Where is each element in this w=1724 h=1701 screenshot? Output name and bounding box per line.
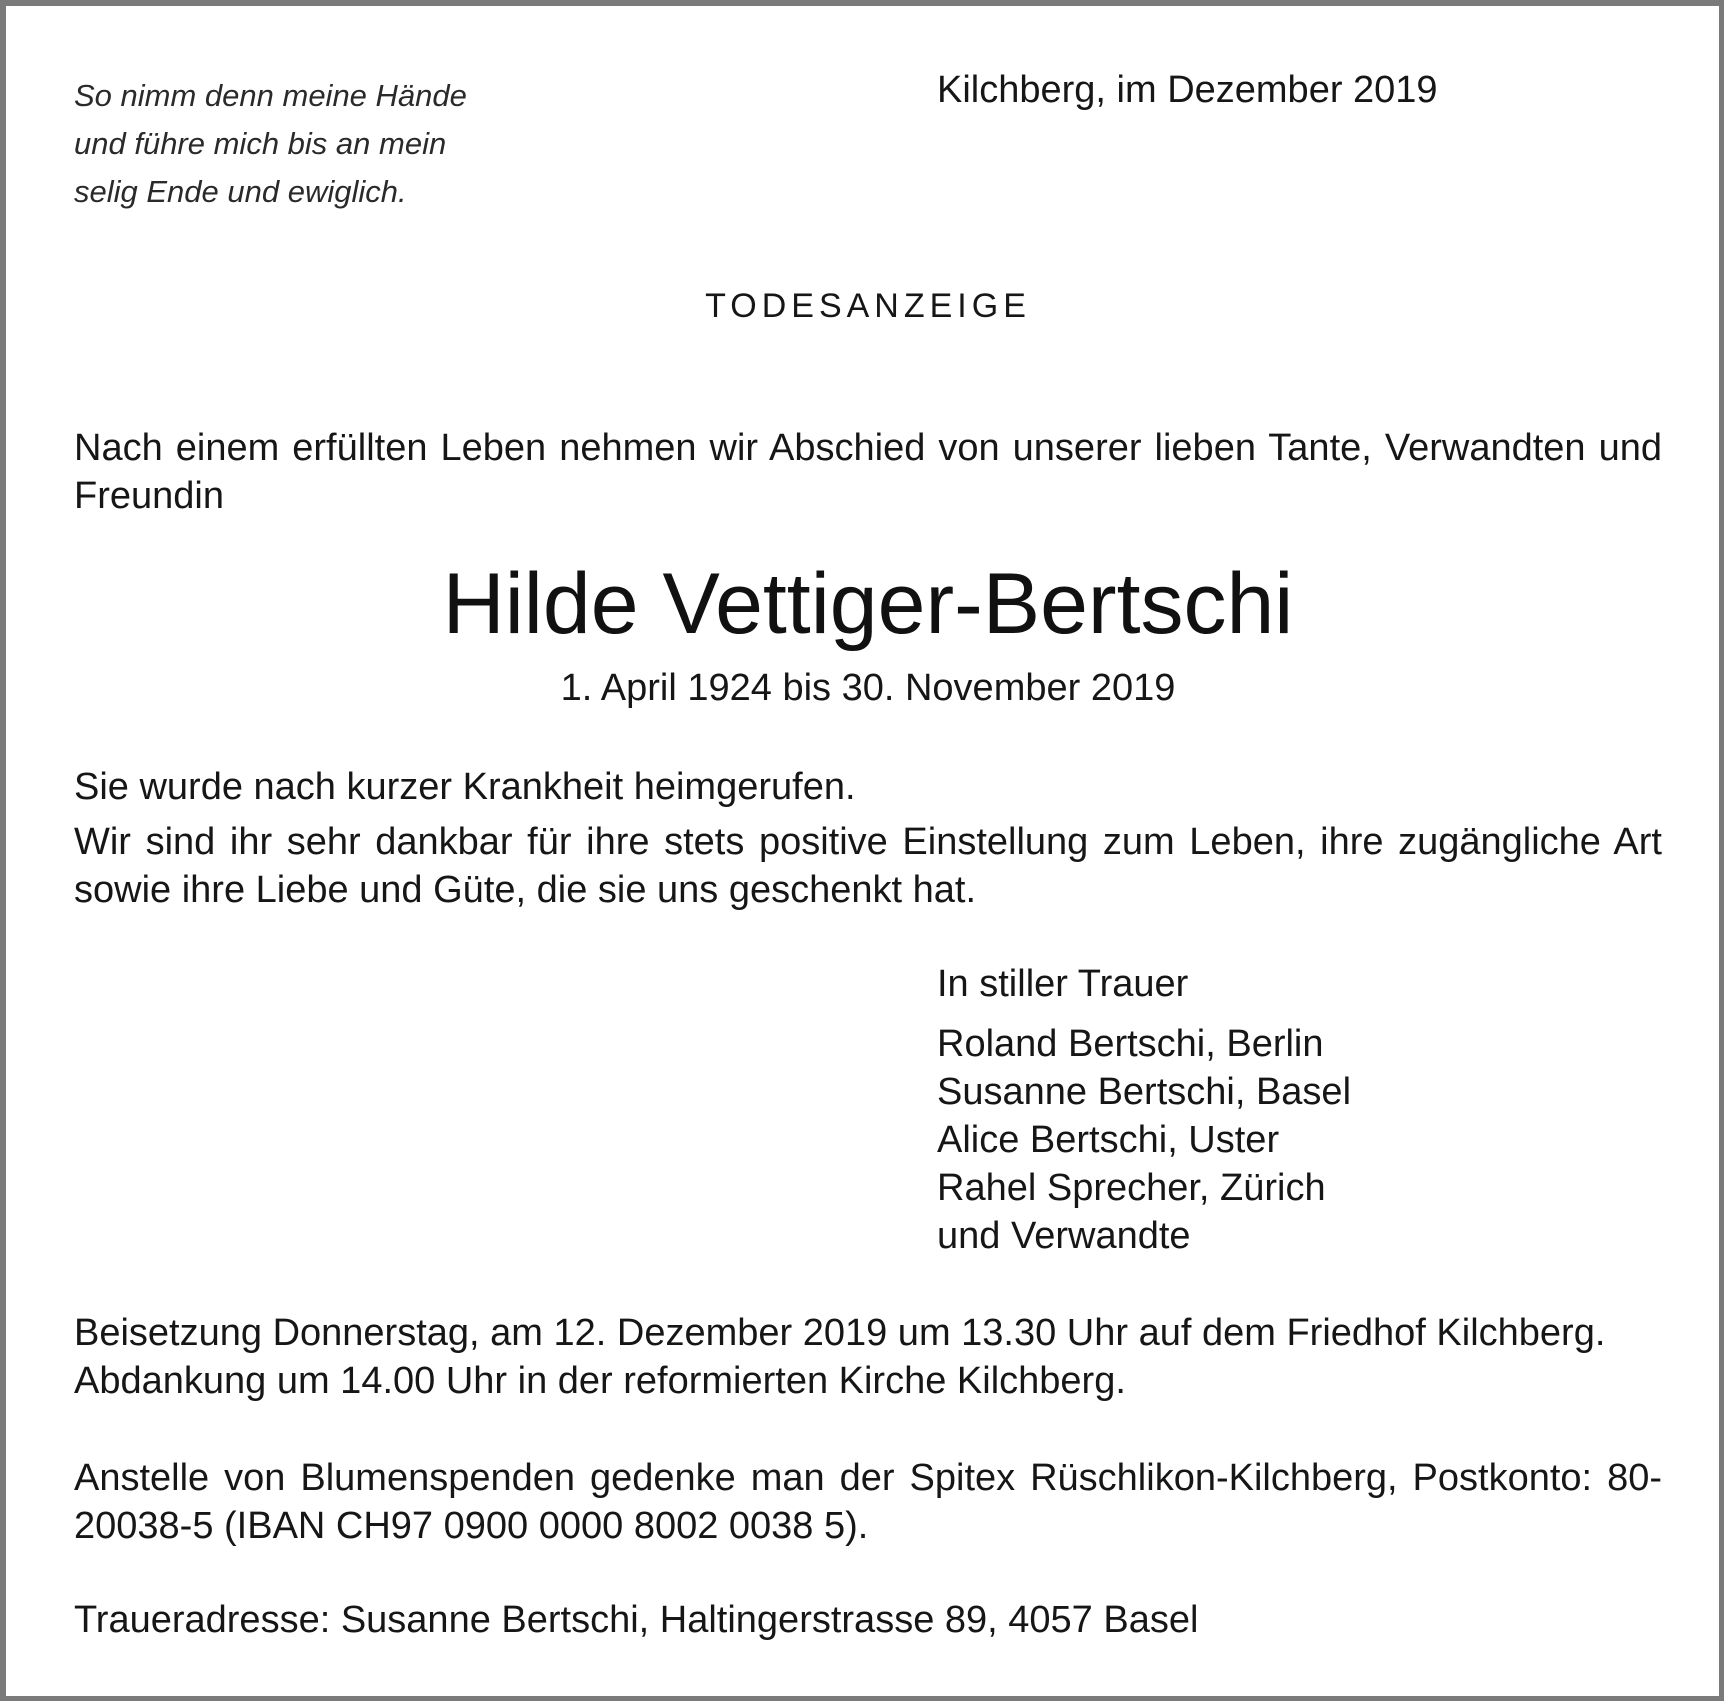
body-paragraph: Wir sind ihr sehr dankbar für ihre stets positive Einstellung zum Leben, ihre zugängliche Art sowie ihre Liebe und Güte, die sie uns geschenkt hat. [74, 821, 1662, 911]
mourner-name: und Verwandte [937, 1215, 1191, 1257]
intro-text: Nach einem erfüllten Leben nehmen wir Abschied von unserer lieben Tante, Verwandten und Freundin [74, 427, 1662, 517]
burial-line: Beisetzung Donnerstag, am 12. Dezember 2019 um 13.30 Uhr auf dem Friedhof Kilchberg. [74, 1312, 1606, 1354]
burial-info [74, 1309, 1662, 1405]
motto-line: So nimm denn meine Hände [74, 78, 467, 113]
motto-line: und führe mich bis an mein [74, 126, 447, 161]
motto-verse [74, 72, 467, 216]
place-date: Kilchberg, im Dezember 2019 [937, 69, 1438, 111]
body-paragraph: Sie wurde nach kurzer Krankheit heimgerufen. [74, 766, 856, 808]
mourning-address: Traueradresse: Susanne Bertschi, Haltingerstrasse 89, 4057 Basel [74, 1599, 1199, 1641]
burial-line: Abdankung um 14.00 Uhr in der reformierten Kirche Kilchberg. [74, 1360, 1126, 1402]
document-type-heading: TODESANZEIGE [705, 287, 1031, 325]
mourner-name: Rahel Sprecher, Zürich [937, 1167, 1326, 1209]
mourner-name: Roland Bertschi, Berlin [937, 1023, 1324, 1065]
mourners-block [937, 960, 1351, 1260]
motto-line: selig Ende und ewiglich. [74, 174, 407, 209]
deceased-name: Hilde Vettiger-Bertschi [442, 556, 1294, 652]
donation-info: Anstelle von Blumenspenden gedenke man der Spitex Rüschlikon-Kilchberg, Postkonto: 80-20038-5 (IBAN CH97 0900 0000 8002 0038 5). [74, 1457, 1662, 1547]
mourners-heading: In stiller Trauer [937, 963, 1189, 1005]
life-dates: 1. April 1924 bis 30. November 2019 [560, 667, 1176, 709]
mourner-name: Alice Bertschi, Uster [937, 1119, 1280, 1161]
mourner-name: Susanne Bertschi, Basel [937, 1071, 1352, 1113]
